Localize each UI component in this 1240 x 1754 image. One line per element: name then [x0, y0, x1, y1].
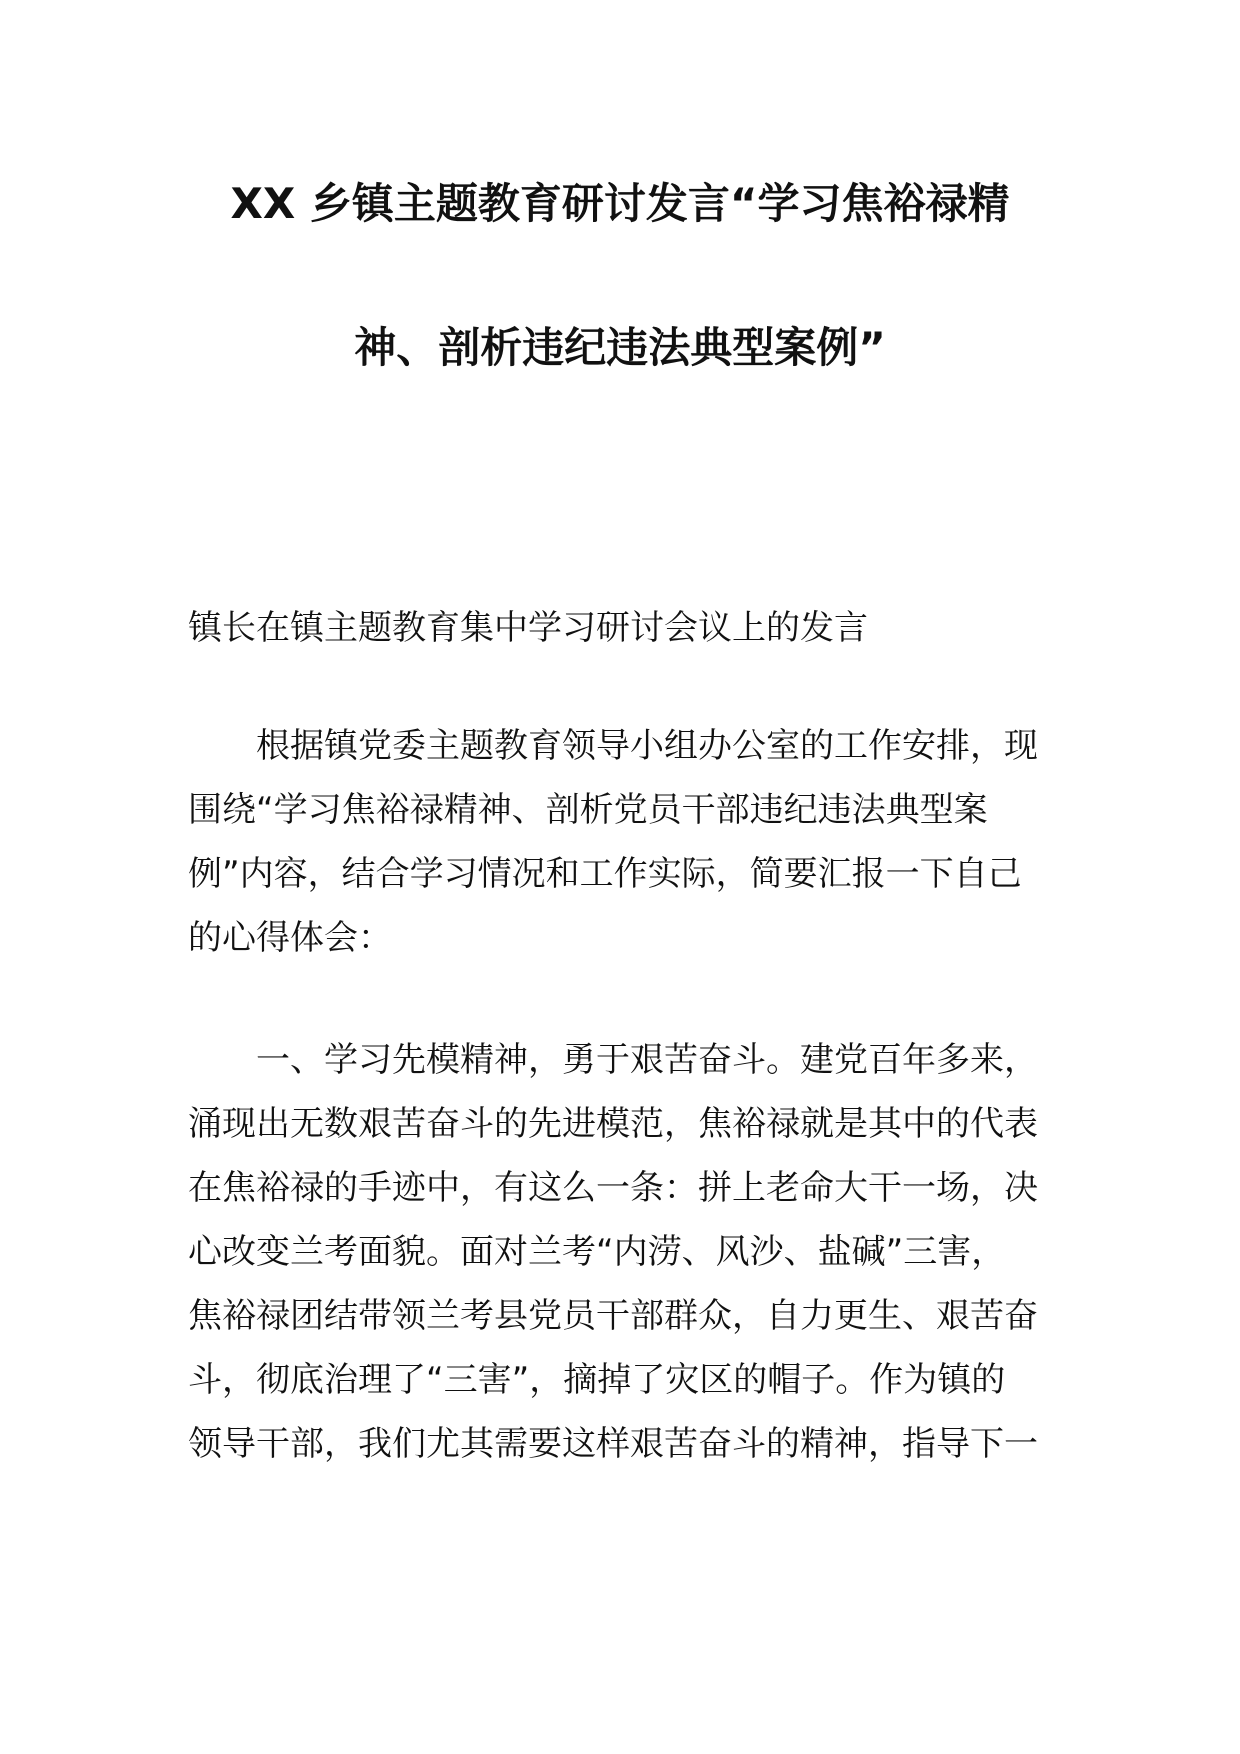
paragraph-2-line-6: 斗，彻底治理了“三害”，摘掉了灾区的帽子。作为镇的 — [188, 1360, 1006, 1400]
paragraph-1-line-3: 例”内容，结合学习情况和工作实际，简要汇报一下自己 — [188, 854, 1022, 894]
paragraph-2-line-4: 心改变兰考面貌。面对兰考“内涝、风沙、盐碱”三害， — [188, 1232, 1006, 1272]
paragraph-1-line-4: 的心得体会： — [188, 918, 392, 958]
document-title-line-1: XX 乡镇主题教育研讨发言“学习焦裕禄精 — [230, 179, 1010, 228]
paragraph-2-line-3: 在焦裕禄的手迹中，有这么一条：拼上老命大干一场，决 — [188, 1168, 1038, 1208]
paragraph-2-line-2: 涌现出无数艰苦奋斗的先进模范，焦裕禄就是其中的代表 — [188, 1104, 1038, 1144]
paragraph-2-line-1: 一、学习先模精神，勇于艰苦奋斗。建党百年多来， — [256, 1040, 1038, 1080]
paragraph-1-line-2: 围绕“学习焦裕禄精神、剖析党员干部违纪违法典型案 — [188, 790, 988, 830]
paragraph-2-line-7: 领导干部，我们尤其需要这样艰苦奋斗的精神，指导下一 — [188, 1424, 1038, 1464]
paragraph-2-line-5: 焦裕禄团结带领兰考县党员干部群众，自力更生、艰苦奋 — [188, 1296, 1038, 1336]
document-title-line-2: 神、剖析违纪违法典型案例” — [354, 323, 886, 372]
document-subtitle: 镇长在镇主题教育集中学习研讨会议上的发言 — [188, 608, 868, 648]
paragraph-1-line-1: 根据镇党委主题教育领导小组办公室的工作安排，现 — [256, 726, 1038, 766]
